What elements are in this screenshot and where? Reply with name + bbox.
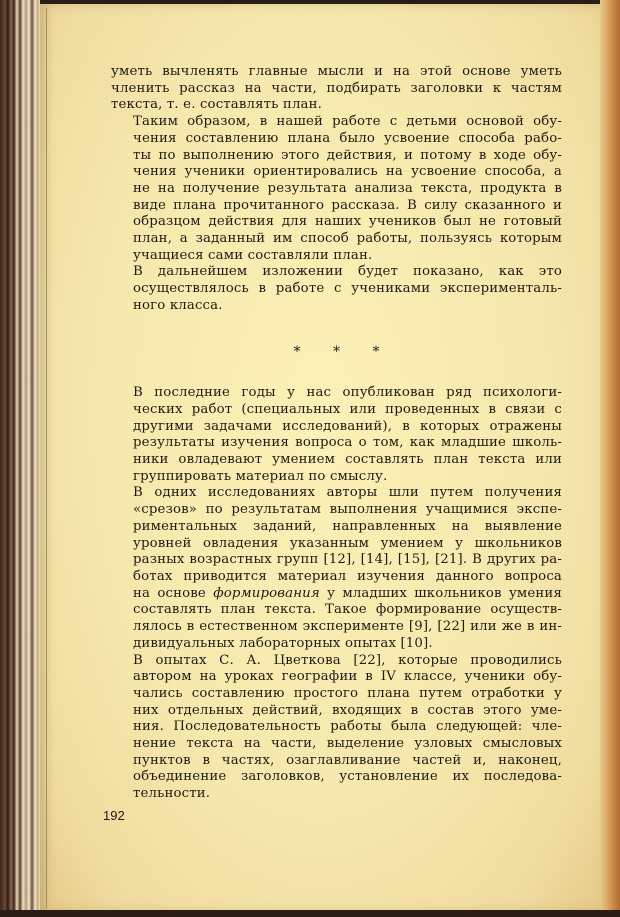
text-line: Таким образом, в нашей работе с детьми основой обу-	[133, 114, 562, 130]
text-line: лялось в естественном эксперименте [9], [22] или же в ин-	[133, 619, 562, 635]
section-separator: * * *	[293, 343, 394, 360]
text-line: В дальнейшем изложении будет показано, как это	[133, 264, 562, 280]
text-line: ты по выполнению этого действия, и потому в ходе обу-	[133, 147, 562, 163]
text-line: уметь вычленять главные мысли и на этой основе уметь	[111, 64, 562, 79]
emphasized-word: формирования	[213, 585, 320, 601]
text-line: тельности.	[133, 786, 211, 802]
text-line: автором на уроках географии в IV классе, ученики обу-	[133, 669, 562, 685]
body-text	[111, 64, 562, 803]
text-line: В одних исследованиях авторы шли путем получения	[133, 485, 562, 501]
text-line: нение текста на части, выделение узловых смысловых	[133, 736, 562, 752]
text-line: план, а заданный им способ работы, пользуясь которым	[133, 231, 562, 247]
text-fragment: у младших школьников умения	[319, 585, 562, 601]
text-line: составлять план текста. Такое формирование осуществ-	[133, 602, 562, 618]
text-line: другими задачами исследований), в которых отражены	[133, 418, 562, 434]
text-line: текста, т. е. составлять план.	[111, 97, 323, 113]
text-line: В последние годы у нас опубликован ряд психологи-	[133, 385, 562, 401]
text-line: объединение заголовков, установление их последова-	[133, 769, 562, 785]
text-line: чения ученики ориентировались на усвоение способа, а	[133, 164, 562, 180]
text-line: уровней овладения указанным умением у школьников	[133, 535, 562, 551]
text-line: чались составлению простого плана путем отработки у	[133, 685, 562, 701]
paragraph	[111, 64, 562, 114]
paragraph	[111, 264, 562, 314]
text-line: пунктов в частях, озаглавливание частей и, наконец,	[133, 752, 562, 768]
text-line: учащиеся сами составляли план.	[133, 247, 373, 263]
text-fragment: на основе	[133, 585, 214, 601]
paragraph	[111, 114, 562, 264]
text-line-with-emphasis	[111, 586, 562, 603]
text-line: риментальных заданий, направленных на выявление	[133, 518, 562, 534]
text-line: осуществлялось в работе с учениками эксперименталь-	[133, 281, 562, 297]
page-number: 192	[103, 808, 125, 823]
text-line: разных возрастных групп [12], [14], [15], [21]. В других ра-	[133, 552, 562, 568]
text-line: ния. Последовательность работы была следующей: чле-	[133, 719, 562, 735]
text-line: образцом действия для наших учеников был не готовый	[133, 214, 562, 230]
text-line: чения составлению плана было усвоение способа рабо-	[133, 130, 562, 146]
text-line: ного класса.	[133, 297, 223, 313]
page-fold-line	[46, 8, 47, 908]
text-line: ботах приводится материал изучения данного вопроса	[133, 568, 562, 584]
text-line: членить рассказ на части, подбирать заголовки к частям	[111, 80, 562, 96]
page-right-edge	[600, 0, 620, 917]
text-line: ческих работ (специальных или проведенных в связи с	[133, 401, 562, 417]
paragraph	[111, 485, 562, 652]
paragraph	[111, 385, 562, 485]
scan-border-bottom	[0, 910, 620, 917]
text-line: виде плана прочитанного рассказа. В силу сказанного и	[133, 197, 562, 213]
paragraph	[111, 653, 562, 803]
text-line: не на получение результата анализа текста, продукта в	[133, 180, 562, 196]
text-line: них отдельных действий, входящих в состав этого уме-	[133, 702, 562, 718]
book-spine-page-edges	[0, 0, 40, 917]
text-line: «срезов» по результатам выполнения учащимися экспе-	[133, 502, 562, 518]
text-line: дивидуальных лабораторных опытах [10].	[133, 635, 433, 651]
text-line: группировать материал по смыслу.	[133, 468, 388, 484]
text-line: результаты изучения вопроса о том, как младшие школь-	[133, 435, 562, 451]
text-line: ники овладевают умением составлять план текста или	[133, 452, 562, 468]
text-line: В опытах С. А. Цветкова [22], которые проводились	[133, 652, 562, 668]
